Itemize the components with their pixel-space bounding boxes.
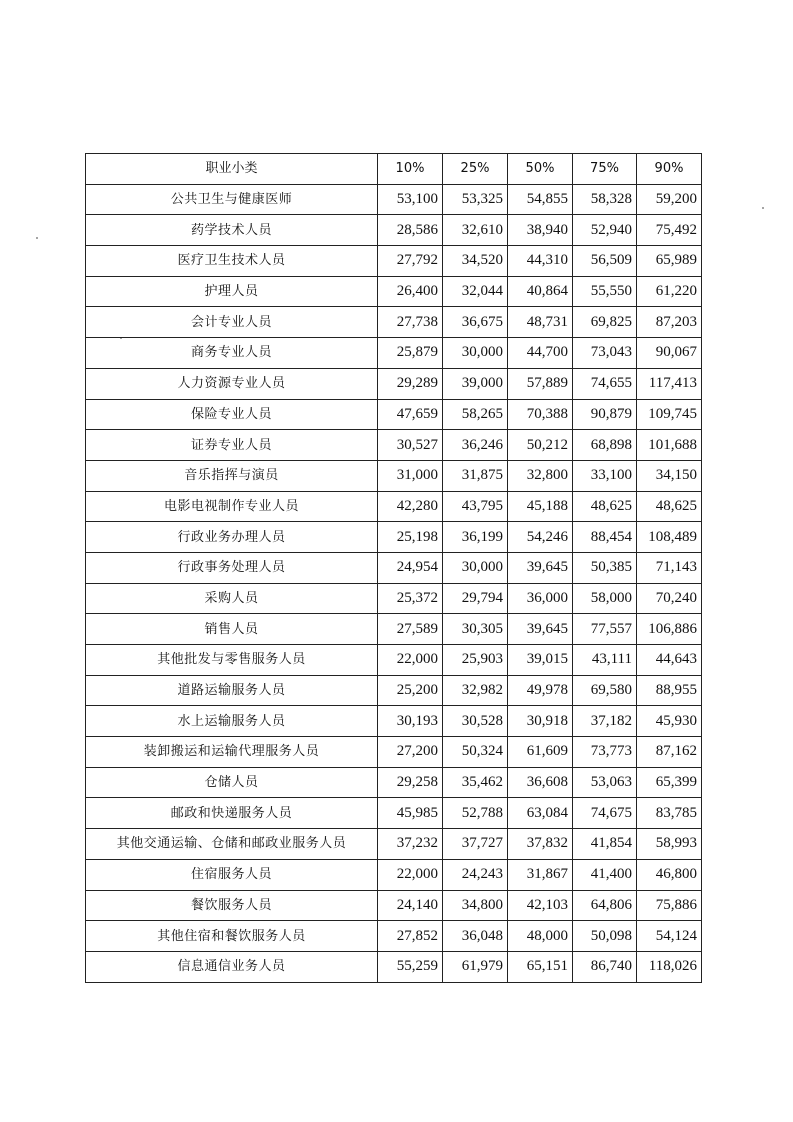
occupation-cell: 餐饮服务人员 [86,890,378,921]
p90-cell: 45,930 [637,706,702,737]
p75-cell: 74,675 [573,798,637,829]
table-header-row [86,154,702,185]
p25-cell: 52,788 [443,798,508,829]
p75-cell: 69,825 [573,307,637,338]
p10-cell: 53,100 [378,184,443,215]
p10-cell: 37,232 [378,829,443,860]
header-occupation: 职业小类 [86,154,378,185]
p25-cell: 53,325 [443,184,508,215]
p50-cell: 40,864 [508,276,573,307]
p10-cell: 24,140 [378,890,443,921]
p90-cell: 44,643 [637,645,702,676]
table-row [86,430,702,461]
header-p50: 50% [508,154,573,185]
header-p90: 90% [637,154,702,185]
p10-cell: 25,372 [378,583,443,614]
occupation-cell: 保险专业人员 [86,399,378,430]
occupation-cell: 人力资源专业人员 [86,368,378,399]
p10-cell: 27,200 [378,737,443,768]
p75-cell: 41,400 [573,859,637,890]
p50-cell: 30,918 [508,706,573,737]
p50-cell: 61,609 [508,737,573,768]
table-row [86,829,702,860]
p10-cell: 29,258 [378,767,443,798]
p10-cell: 31,000 [378,460,443,491]
occupation-cell: 护理人员 [86,276,378,307]
p25-cell: 39,000 [443,368,508,399]
occupation-cell: 药学技术人员 [86,215,378,246]
p75-cell: 73,043 [573,338,637,369]
p90-cell: 83,785 [637,798,702,829]
table-row [86,890,702,921]
scan-speck [36,237,38,239]
header-p10: 10% [378,154,443,185]
p50-cell: 31,867 [508,859,573,890]
p90-cell: 46,800 [637,859,702,890]
table-row [86,491,702,522]
p50-cell: 39,015 [508,645,573,676]
p90-cell: 75,886 [637,890,702,921]
table-row [86,276,702,307]
p90-cell: 54,124 [637,921,702,952]
p50-cell: 57,889 [508,368,573,399]
p25-cell: 32,044 [443,276,508,307]
p25-cell: 32,982 [443,675,508,706]
p10-cell: 47,659 [378,399,443,430]
p50-cell: 54,246 [508,522,573,553]
p10-cell: 25,200 [378,675,443,706]
p25-cell: 37,727 [443,829,508,860]
p25-cell: 32,610 [443,215,508,246]
p90-cell: 65,989 [637,246,702,277]
p90-cell: 101,688 [637,430,702,461]
occupation-cell: 证券专业人员 [86,430,378,461]
occupation-cell: 信息通信业务人员 [86,951,378,982]
p10-cell: 26,400 [378,276,443,307]
p50-cell: 45,188 [508,491,573,522]
p90-cell: 61,220 [637,276,702,307]
p75-cell: 73,773 [573,737,637,768]
occupation-cell: 会计专业人员 [86,307,378,338]
p10-cell: 22,000 [378,859,443,890]
p75-cell: 50,385 [573,552,637,583]
p75-cell: 43,111 [573,645,637,676]
p50-cell: 44,310 [508,246,573,277]
p10-cell: 24,954 [378,552,443,583]
p90-cell: 34,150 [637,460,702,491]
table-row [86,522,702,553]
p10-cell: 30,527 [378,430,443,461]
p25-cell: 34,800 [443,890,508,921]
table-row [86,614,702,645]
p25-cell: 36,675 [443,307,508,338]
p90-cell: 87,203 [637,307,702,338]
table-row [86,552,702,583]
p25-cell: 31,875 [443,460,508,491]
p75-cell: 55,550 [573,276,637,307]
p10-cell: 29,289 [378,368,443,399]
p25-cell: 58,265 [443,399,508,430]
table-row [86,737,702,768]
p25-cell: 29,794 [443,583,508,614]
table-row [86,338,702,369]
p50-cell: 49,978 [508,675,573,706]
table-row [86,307,702,338]
p10-cell: 27,852 [378,921,443,952]
p90-cell: 109,745 [637,399,702,430]
p90-cell: 88,955 [637,675,702,706]
header-p25: 25% [443,154,508,185]
p75-cell: 56,509 [573,246,637,277]
p25-cell: 43,795 [443,491,508,522]
p75-cell: 58,328 [573,184,637,215]
table-body [86,184,702,982]
occupation-cell: 其他住宿和餐饮服务人员 [86,921,378,952]
table-row [86,184,702,215]
p90-cell: 118,026 [637,951,702,982]
p90-cell: 87,162 [637,737,702,768]
occupation-cell: 其他交通运输、仓储和邮政业服务人员 [86,829,378,860]
p50-cell: 42,103 [508,890,573,921]
table-row [86,859,702,890]
p25-cell: 35,462 [443,767,508,798]
p50-cell: 50,212 [508,430,573,461]
p25-cell: 30,000 [443,338,508,369]
p50-cell: 32,800 [508,460,573,491]
p50-cell: 38,940 [508,215,573,246]
p25-cell: 25,903 [443,645,508,676]
p25-cell: 36,048 [443,921,508,952]
table-row [86,583,702,614]
p50-cell: 48,000 [508,921,573,952]
occupation-cell: 医疗卫生技术人员 [86,246,378,277]
header-p75: 75% [573,154,637,185]
p75-cell: 53,063 [573,767,637,798]
table-row [86,706,702,737]
p90-cell: 75,492 [637,215,702,246]
occupation-cell: 其他批发与零售服务人员 [86,645,378,676]
scan-speck [762,207,764,209]
table-row [86,399,702,430]
occupation-cell: 公共卫生与健康医师 [86,184,378,215]
p90-cell: 117,413 [637,368,702,399]
p10-cell: 42,280 [378,491,443,522]
table-row [86,767,702,798]
p25-cell: 30,000 [443,552,508,583]
table-row [86,460,702,491]
occupation-cell: 道路运输服务人员 [86,675,378,706]
p50-cell: 63,084 [508,798,573,829]
p75-cell: 74,655 [573,368,637,399]
p75-cell: 48,625 [573,491,637,522]
occupation-cell: 采购人员 [86,583,378,614]
p10-cell: 22,000 [378,645,443,676]
p90-cell: 108,489 [637,522,702,553]
p25-cell: 34,520 [443,246,508,277]
p50-cell: 48,731 [508,307,573,338]
p90-cell: 71,143 [637,552,702,583]
p25-cell: 30,528 [443,706,508,737]
p90-cell: 106,886 [637,614,702,645]
p50-cell: 36,000 [508,583,573,614]
p75-cell: 77,557 [573,614,637,645]
p50-cell: 39,645 [508,614,573,645]
p50-cell: 65,151 [508,951,573,982]
p75-cell: 33,100 [573,460,637,491]
p75-cell: 69,580 [573,675,637,706]
table-row [86,215,702,246]
occupation-cell: 行政业务办理人员 [86,522,378,553]
p10-cell: 27,589 [378,614,443,645]
p90-cell: 59,200 [637,184,702,215]
p90-cell: 90,067 [637,338,702,369]
p10-cell: 55,259 [378,951,443,982]
p25-cell: 36,199 [443,522,508,553]
occupation-cell: 音乐指挥与演员 [86,460,378,491]
p75-cell: 37,182 [573,706,637,737]
p90-cell: 58,993 [637,829,702,860]
occupation-cell: 商务专业人员 [86,338,378,369]
occupation-cell: 仓储人员 [86,767,378,798]
occupation-cell: 电影电视制作专业人员 [86,491,378,522]
p50-cell: 36,608 [508,767,573,798]
p25-cell: 61,979 [443,951,508,982]
p50-cell: 44,700 [508,338,573,369]
p50-cell: 70,388 [508,399,573,430]
table-row [86,921,702,952]
p10-cell: 45,985 [378,798,443,829]
table-row [86,246,702,277]
p25-cell: 30,305 [443,614,508,645]
p75-cell: 52,940 [573,215,637,246]
p50-cell: 39,645 [508,552,573,583]
p75-cell: 50,098 [573,921,637,952]
p50-cell: 54,855 [508,184,573,215]
table-row [86,951,702,982]
occupation-cell: 邮政和快递服务人员 [86,798,378,829]
p75-cell: 88,454 [573,522,637,553]
p10-cell: 25,198 [378,522,443,553]
p90-cell: 65,399 [637,767,702,798]
p10-cell: 30,193 [378,706,443,737]
p75-cell: 58,000 [573,583,637,614]
p10-cell: 27,792 [378,246,443,277]
p75-cell: 64,806 [573,890,637,921]
occupation-cell: 行政事务处理人员 [86,552,378,583]
p75-cell: 41,854 [573,829,637,860]
p10-cell: 28,586 [378,215,443,246]
table-row [86,368,702,399]
occupation-cell: 销售人员 [86,614,378,645]
table-row [86,675,702,706]
occupation-cell: 装卸搬运和运输代理服务人员 [86,737,378,768]
p25-cell: 36,246 [443,430,508,461]
table-row [86,645,702,676]
p25-cell: 50,324 [443,737,508,768]
p90-cell: 48,625 [637,491,702,522]
table-row [86,798,702,829]
p50-cell: 37,832 [508,829,573,860]
p25-cell: 24,243 [443,859,508,890]
occupation-cell: 住宿服务人员 [86,859,378,890]
p75-cell: 86,740 [573,951,637,982]
p10-cell: 25,879 [378,338,443,369]
p90-cell: 70,240 [637,583,702,614]
p75-cell: 90,879 [573,399,637,430]
occupation-cell: 水上运输服务人员 [86,706,378,737]
p75-cell: 68,898 [573,430,637,461]
salary-percentile-table [85,153,702,983]
p10-cell: 27,738 [378,307,443,338]
